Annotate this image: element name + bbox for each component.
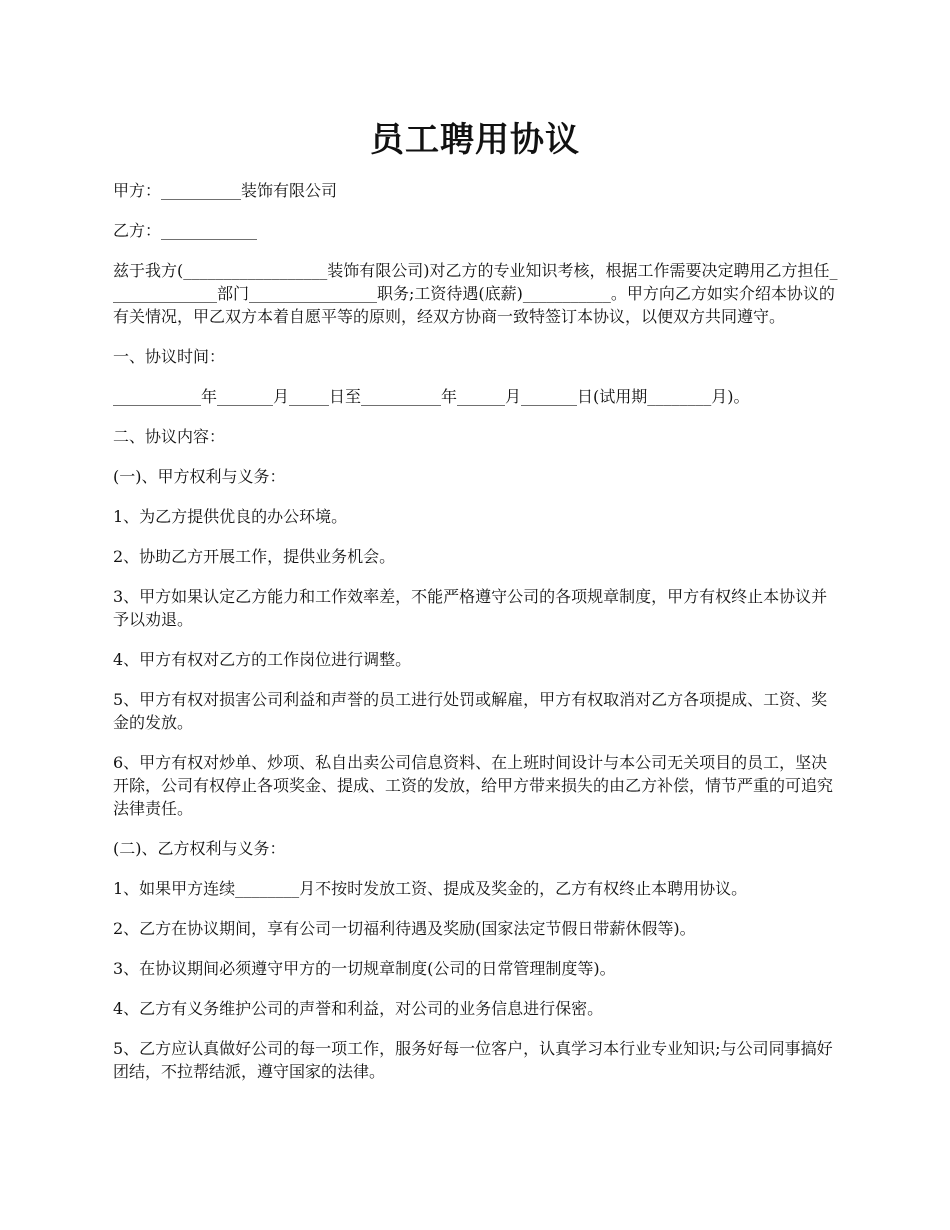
party-b-clause-1: 1、如果甲方连续________月不按时发放工资、提成及奖金的，乙方有权终止本聘用协议。 xyxy=(113,879,748,898)
document-body xyxy=(113,179,843,1100)
party-a-clause-3: 3、甲方如果认定乙方能力和工作效率差，不能严格遵守公司的各项规章制度，甲方有权终止本协议并予以劝退。 xyxy=(113,587,828,629)
party-a-line: 甲方：__________装饰有限公司 xyxy=(113,181,338,200)
party-a-clause-5: 5、甲方有权对损害公司利益和声誉的员工进行处罚或解雇，甲方有权取消对乙方各项提成、工资、奖金的发放。 xyxy=(113,690,828,732)
term-date-line: ___________年_______月_____日至__________年______月_______日(试用期________月)。 xyxy=(113,387,750,406)
party-a-clause-2: 2、协助乙方开展工作，提供业务机会。 xyxy=(113,547,396,566)
party-b-clause-3: 3、在协议期间必须遵守甲方的一切规章制度(公司的日常管理制度等)。 xyxy=(113,959,616,978)
document-title: 员工聘用协议 xyxy=(370,120,580,160)
party-a-clause-4: 4、甲方有权对乙方的工作岗位进行调整。 xyxy=(113,650,412,669)
party-b-clause-2: 2、乙方在协议期间，享有公司一切福利待遇及奖励(国家法定节假日带薪休假等)。 xyxy=(113,919,696,938)
subsection-heading-party-b: (二)、乙方权利与义务： xyxy=(113,839,286,858)
party-b-line: 乙方：____________ xyxy=(113,221,258,240)
party-a-clause-1: 1、为乙方提供优良的办公环境。 xyxy=(113,507,348,526)
subsection-heading-party-a: (一)、甲方权利与义务： xyxy=(113,467,286,486)
party-b-clause-4: 4、乙方有义务维护公司的声誉和利益，对公司的业务信息进行保密。 xyxy=(113,999,604,1018)
intro-paragraph: 兹于我方(__________________装饰有限公司)对乙方的专业知识考核，根据工作需要决定聘用乙方担任______________部门________________职务;工资待遇(底薪)___________。甲方向乙方如实介绍本协议的有关情况，甲乙双方本着自愿平等的原则，经双方协商一致特签订本协议，以便双方共同遵守。 xyxy=(113,261,838,326)
party-a-clause-6: 6、甲方有权对炒单、炒项、私自出卖公司信息资料、在上班时间设计与本公司无关项目的员工，坚决开除，公司有权停止各项奖金、提成、工资的发放，给甲方带来损失的由乙方补偿，情节严重的可追究法律责任。 xyxy=(113,753,834,818)
section-heading-term: 一、协议时间： xyxy=(113,347,226,366)
party-b-clause-5: 5、乙方应认真做好公司的每一项工作，服务好每一位客户，认真学习本行业专业知识;与公司同事搞好团结，不拉帮结派，遵守国家的法律。 xyxy=(113,1039,833,1081)
section-heading-content: 二、协议内容： xyxy=(113,427,226,446)
